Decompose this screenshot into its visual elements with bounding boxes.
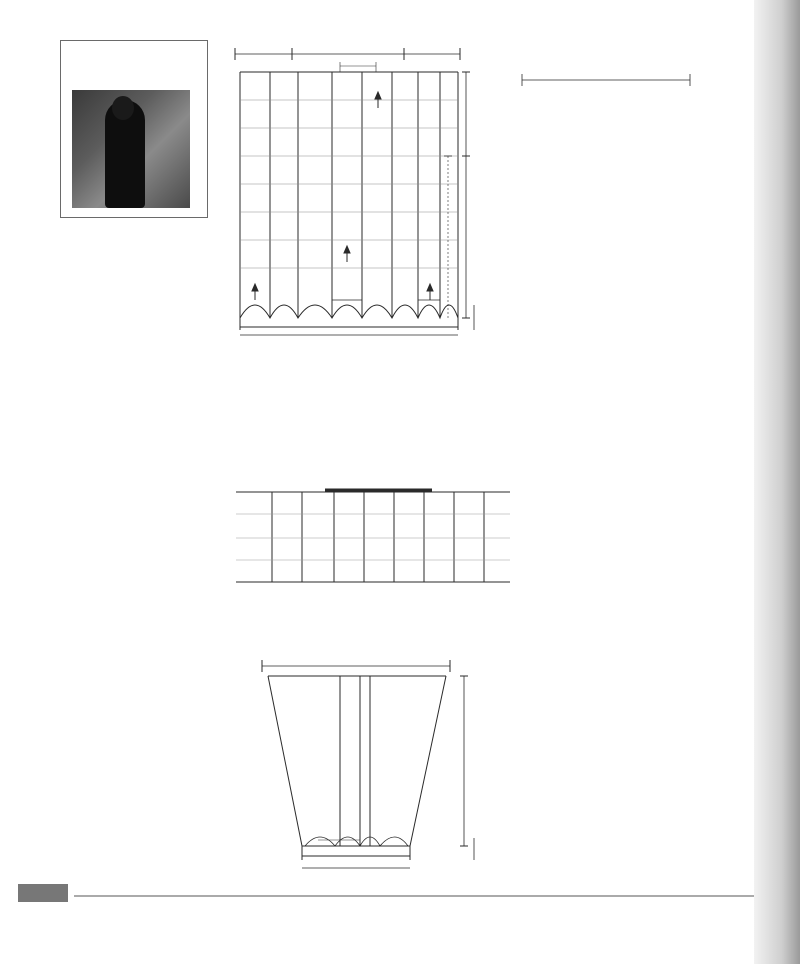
body-arrows [252,92,433,300]
sleeve-diagram [262,660,474,868]
footer-rule [74,895,754,897]
page-number-box [18,884,68,902]
body-diagram [235,48,474,335]
crochet-chart [522,74,690,86]
collar-diagram [236,490,510,582]
